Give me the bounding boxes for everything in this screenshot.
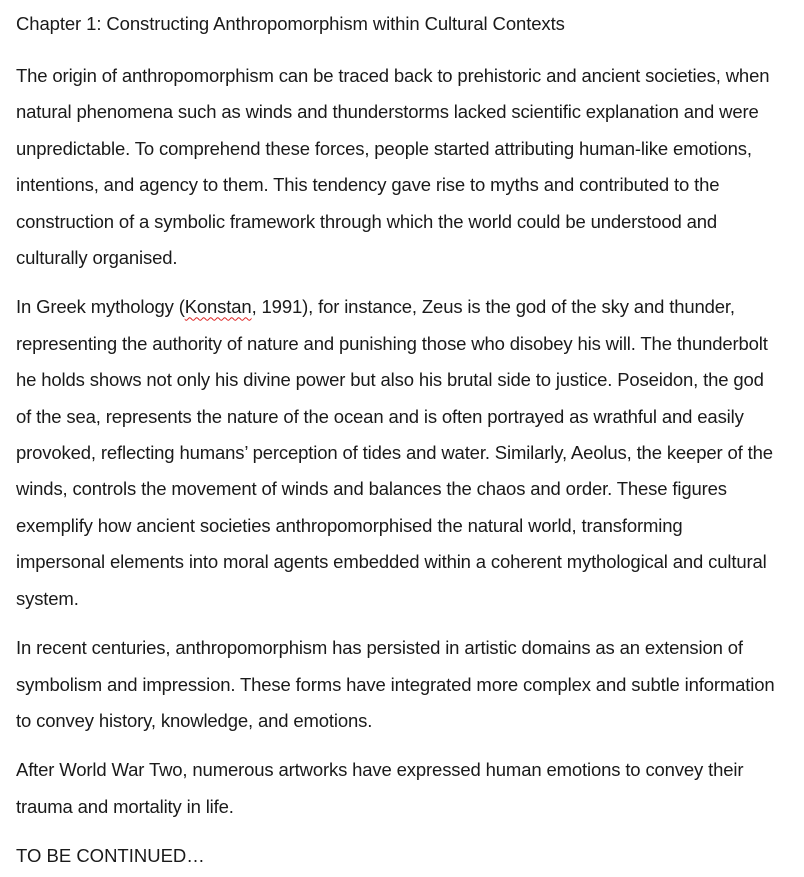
paragraph-3: In recent centuries, anthropomorphism has persisted in artistic domains as an extension of symbolism and impression. These forms have integrated more complex and subtle information to convey history, knowledge, and emotions. bbox=[16, 637, 775, 731]
chapter-title: Chapter 1: Constructing Anthropomorphism within Cultural Contexts bbox=[16, 13, 565, 34]
document-body[interactable] bbox=[16, 10, 776, 874]
paragraph-2 bbox=[16, 289, 776, 617]
paragraph-2-text-start: In Greek mythology ( bbox=[16, 296, 185, 318]
paragraph-4: After World War Two, numerous artworks have expressed human emotions to convey their trauma and mortality in life. bbox=[16, 759, 744, 817]
paragraph-2-text-end: , 1991), for instance, Zeus is the god of the sky and thunder, representing the authority of nature and punishing those who disobey his will. The thunderbolt he holds shows not only his divine power but also his brutal side to justice. Poseidon, the god of the sea, represents the nature of the ocean and is often portrayed as wrathful and easily provoked, reflecting humans’ perception of tides and water. Similarly, Aeolus, the keeper of the winds, controls the movement of winds and balances the chaos and order. These figures exemplify how ancient societies anthropomorphised the natural world, transforming impersonal elements into moral agents embedded within a coherent mythological and cultural system. bbox=[16, 296, 773, 609]
paragraph-1: The origin of anthropomorphism can be traced back to prehistoric and ancient societies, when natural phenomena such as winds and thunderstorms lacked scientific explanation and were unpredictable. To comprehend these forces, people started attributing human-like emotions, intentions, and agency to them. This tendency gave rise to myths and contributed to the construction of a symbolic framework through which the world could be understood and culturally organised. bbox=[16, 65, 770, 269]
closing-note: TO BE CONTINUED… bbox=[16, 845, 205, 867]
spellcheck-flagged-word[interactable]: Konstan bbox=[184, 296, 252, 318]
